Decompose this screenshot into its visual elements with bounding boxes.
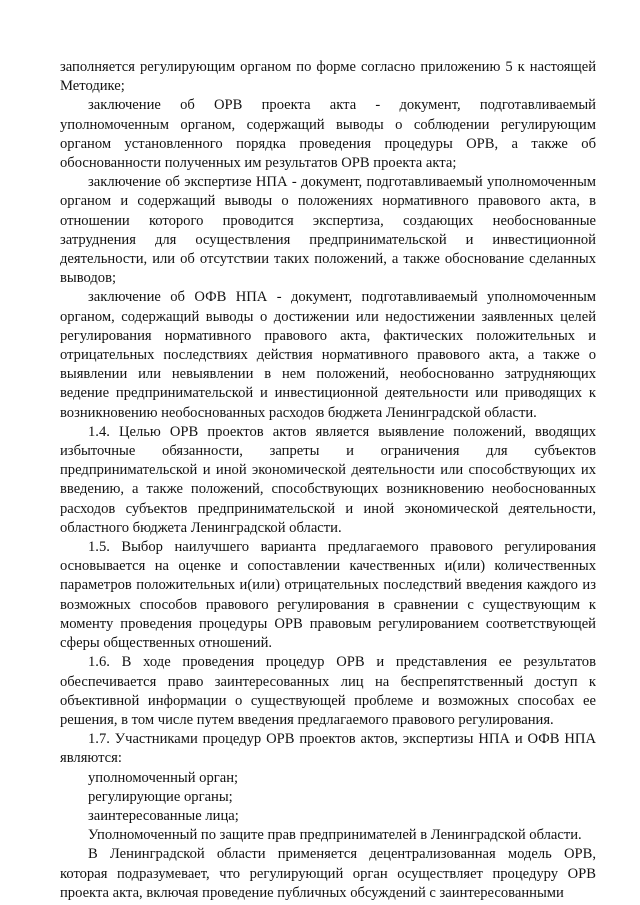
- paragraph-orv-conclusion: заключение об ОРВ проекта акта - документ, подготавливаемый уполномоченным органом, содержащий выводы о соблюдении регулирующим органом установленного порядка проведения процедуры ОРВ, а также об обоснованности полученных им результатов ОРВ проекта акта;: [60, 97, 596, 172]
- list-item-ombudsman: Уполномоченный по защите прав предпринимателей в Ленинградской области.: [88, 827, 582, 844]
- paragraph-continuation: заполняется регулирующим органом по форме согласно приложению 5 к настоящей Методике;: [60, 59, 596, 95]
- paragraph-1-4: 1.4. Целью ОРВ проектов актов является выявление положений, вводящих избыточные обязанности, запреты и ограничения для субъектов предпринимательской и иной экономической деятельности или способствующих их введению, а также положений, способствующих возникновению необоснованных расходов субъектов предпринимательской и иной экономической деятельности, областного бюджета Ленинградской области.: [60, 423, 596, 536]
- paragraph-ofv-conclusion: заключение об ОФВ НПА - документ, подготавливаемый уполномоченным органом, содержащий выводы о достижении или недостижении заявленных целей регулирования нормативного правового акта, фактических положительных и отрицательных последствиях действия нормативного правового акта, а также о выявлении или невыявлении в нем положений, необоснованно затрудняющих ведение предпринимательской и инвестиционной деятельности или приводящих к возникновению необоснованных расходов бюджета Ленинградской области.: [60, 289, 596, 421]
- paragraph-decentralized-model: В Ленинградской области применяется децентрализованная модель ОРВ, которая подразумевает, что регулирующий орган осуществляет процедуру ОРВ проекта акта, включая проведение публичных обсуждений с заинтересованными: [60, 846, 596, 901]
- paragraph-expertise-conclusion: заключение об экспертизе НПА - документ, подготавливаемый уполномоченным органом и содержащий выводы о положениях нормативного правового акта, в отношении которого проводится экспертиза, создающих необоснованные затруднения для осуществления предпринимательской и инвестиционной деятельности, или об отсутствии таких положений, а также обоснование сделанных выводов;: [60, 174, 596, 287]
- paragraph-1-5: 1.5. Выбор наилучшего варианта предлагаемого правового регулирования основывается на оценке и сопоставлении качественных и(или) количественных параметров положительных и(или) отрицательных последствий введения каждого из возможных способов правового регулирования в сравнении с существующим к моменту проведения процедуры ОРВ правовым регулированием соответствующей сферы общественных отношений.: [60, 539, 596, 652]
- paragraph-1-7: 1.7. Участниками процедур ОРВ проектов актов, экспертизы НПА и ОФВ НПА являются:: [60, 731, 596, 767]
- document-body: [60, 58, 596, 903]
- list-item-authorized-body: уполномоченный орган;: [88, 769, 239, 786]
- list-item-regulating-bodies: регулирующие органы;: [88, 788, 233, 805]
- list-item-interested-parties: заинтересованные лица;: [88, 807, 239, 824]
- paragraph-1-6: 1.6. В ходе проведения процедур ОРВ и представления ее результатов обеспечивается право заинтересованных лиц на беспрепятственный доступ к объективной информации о существующей проблеме и возможных способах ее решения, в том числе путем введения предлагаемого правового регулирования.: [60, 654, 596, 728]
